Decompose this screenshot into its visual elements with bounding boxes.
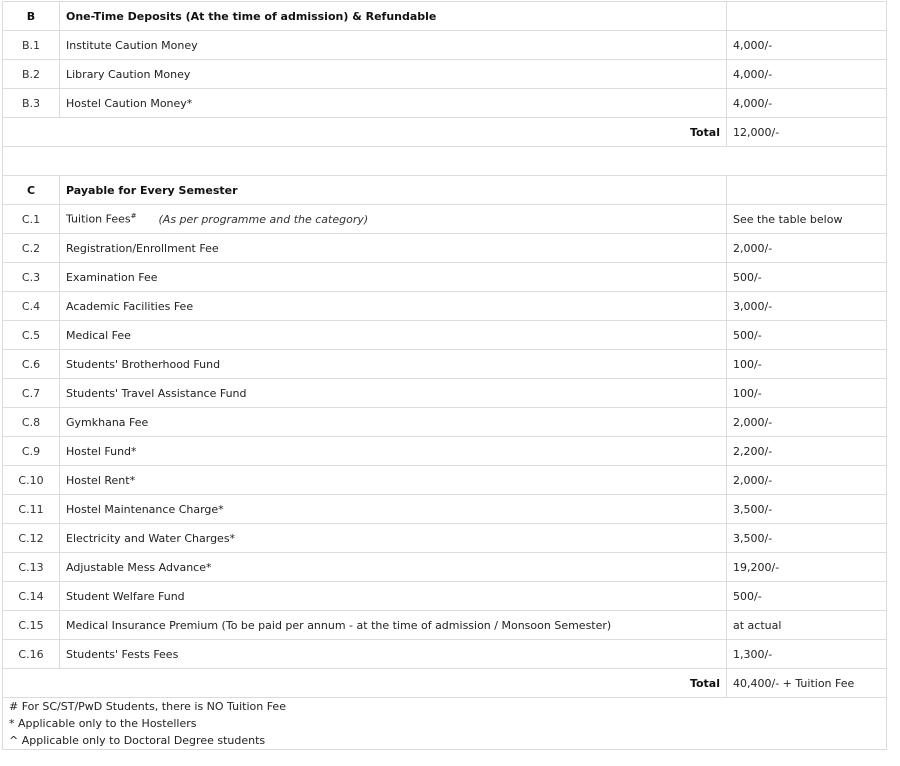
table-row bbox=[3, 524, 887, 553]
footnote-doctoral: ^ Applicable only to Doctoral Degree students bbox=[9, 734, 266, 747]
section-b-header-amount bbox=[727, 2, 887, 31]
fee-code: C.5 bbox=[3, 321, 60, 350]
fee-description: Hostel Rent* bbox=[60, 466, 727, 495]
table-row bbox=[3, 234, 887, 263]
fee-code: C.4 bbox=[3, 292, 60, 321]
table-row bbox=[3, 263, 887, 292]
fee-description: Hostel Caution Money* bbox=[60, 89, 727, 118]
fee-description: Registration/Enrollment Fee bbox=[60, 234, 727, 263]
fee-description: Medical Insurance Premium (To be paid per annum - at the time of admission / Monsoon Semester) bbox=[60, 611, 727, 640]
fee-amount: 2,000/- bbox=[727, 466, 887, 495]
section-c-header-row bbox=[3, 176, 887, 205]
fee-code: C.13 bbox=[3, 553, 60, 582]
section-b-code: B bbox=[3, 2, 60, 31]
fee-description: Electricity and Water Charges* bbox=[60, 524, 727, 553]
fee-description: Adjustable Mess Advance* bbox=[60, 553, 727, 582]
fee-amount: 500/- bbox=[727, 263, 887, 292]
section-b-body bbox=[3, 2, 887, 118]
table-row bbox=[3, 60, 887, 89]
table-row bbox=[3, 321, 887, 350]
fee-description: Gymkhana Fee bbox=[60, 408, 727, 437]
section-b-total-label: Total bbox=[3, 118, 727, 147]
fee-amount: 1,300/- bbox=[727, 640, 887, 669]
fee-code: C.12 bbox=[3, 524, 60, 553]
table-row bbox=[3, 582, 887, 611]
table-row bbox=[3, 350, 887, 379]
fee-description bbox=[60, 205, 727, 234]
section-b-total-value: 12,000/- bbox=[727, 118, 887, 147]
fee-description: Examination Fee bbox=[60, 263, 727, 292]
fee-description: Students' Travel Assistance Fund bbox=[60, 379, 727, 408]
table-row bbox=[3, 466, 887, 495]
fee-amount: 500/- bbox=[727, 582, 887, 611]
section-c-body bbox=[3, 176, 887, 669]
fee-amount: at actual bbox=[727, 611, 887, 640]
fee-amount: 2,200/- bbox=[727, 437, 887, 466]
fee-code: C.7 bbox=[3, 379, 60, 408]
section-b-total-row bbox=[3, 118, 887, 147]
fee-code: C.10 bbox=[3, 466, 60, 495]
table-row bbox=[3, 292, 887, 321]
fee-description: Institute Caution Money bbox=[60, 31, 727, 60]
tuition-note: (As per programme and the category) bbox=[158, 212, 369, 226]
section-c-header-amount bbox=[727, 176, 887, 205]
table-row bbox=[3, 553, 887, 582]
section-c-code: C bbox=[3, 176, 60, 205]
fee-amount: 100/- bbox=[727, 350, 887, 379]
tuition-label: Tuition Fees bbox=[66, 212, 131, 226]
table-row bbox=[3, 495, 887, 524]
tuition-mark: # bbox=[130, 212, 137, 221]
fee-description: Hostel Maintenance Charge* bbox=[60, 495, 727, 524]
table-row bbox=[3, 31, 887, 60]
table-row bbox=[3, 408, 887, 437]
fee-amount: 100/- bbox=[727, 379, 887, 408]
section-b-title: One-Time Deposits (At the time of admission) & Refundable bbox=[60, 2, 727, 31]
section-b-header-row bbox=[3, 2, 887, 31]
fee-code: C.11 bbox=[3, 495, 60, 524]
fee-code: C.2 bbox=[3, 234, 60, 263]
fee-amount: 4,000/- bbox=[727, 31, 887, 60]
fee-amount: 2,000/- bbox=[727, 234, 887, 263]
fee-amount: See the table below bbox=[727, 205, 887, 234]
fee-code: C.8 bbox=[3, 408, 60, 437]
fee-amount: 3,500/- bbox=[727, 495, 887, 524]
fee-description: Hostel Fund* bbox=[60, 437, 727, 466]
section-c-total-label: Total bbox=[3, 669, 727, 698]
fee-amount: 4,000/- bbox=[727, 89, 887, 118]
fee-structure-table bbox=[2, 1, 887, 750]
fee-amount: 3,500/- bbox=[727, 524, 887, 553]
section-b-total-body bbox=[3, 118, 887, 176]
fee-description: Medical Fee bbox=[60, 321, 727, 350]
footnote-hostellers: * Applicable only to the Hostellers bbox=[9, 717, 197, 730]
fee-amount: 2,000/- bbox=[727, 408, 887, 437]
fee-description: Students' Fests Fees bbox=[60, 640, 727, 669]
fee-description: Student Welfare Fund bbox=[60, 582, 727, 611]
section-c-total-body bbox=[3, 669, 887, 750]
fee-code: B.1 bbox=[3, 31, 60, 60]
fee-code: C.14 bbox=[3, 582, 60, 611]
table-row bbox=[3, 437, 887, 466]
fee-amount: 19,200/- bbox=[727, 553, 887, 582]
table-row bbox=[3, 611, 887, 640]
table-row bbox=[3, 640, 887, 669]
fee-code: C.3 bbox=[3, 263, 60, 292]
section-gap bbox=[3, 147, 887, 176]
fee-description: Academic Facilities Fee bbox=[60, 292, 727, 321]
table-row bbox=[3, 379, 887, 408]
fee-amount: 500/- bbox=[727, 321, 887, 350]
fee-code: C.16 bbox=[3, 640, 60, 669]
notes-row bbox=[3, 698, 887, 750]
fee-description: Students' Brotherhood Fund bbox=[60, 350, 727, 379]
section-c-total-value: 40,400/- + Tuition Fee bbox=[727, 669, 887, 698]
fee-code: C.6 bbox=[3, 350, 60, 379]
footnote-tuition: # For SC/ST/PwD Students, there is NO Tuition Fee bbox=[9, 700, 286, 713]
fee-code: C.15 bbox=[3, 611, 60, 640]
table-row bbox=[3, 205, 887, 234]
fee-code: C.1 bbox=[3, 205, 60, 234]
section-c-total-row bbox=[3, 669, 887, 698]
fee-code: B.2 bbox=[3, 60, 60, 89]
table-row bbox=[3, 89, 887, 118]
fee-amount: 4,000/- bbox=[727, 60, 887, 89]
section-c-title: Payable for Every Semester bbox=[60, 176, 727, 205]
fee-amount: 3,000/- bbox=[727, 292, 887, 321]
fee-code: B.3 bbox=[3, 89, 60, 118]
footnotes bbox=[3, 698, 887, 750]
fee-description: Library Caution Money bbox=[60, 60, 727, 89]
fee-code: C.9 bbox=[3, 437, 60, 466]
